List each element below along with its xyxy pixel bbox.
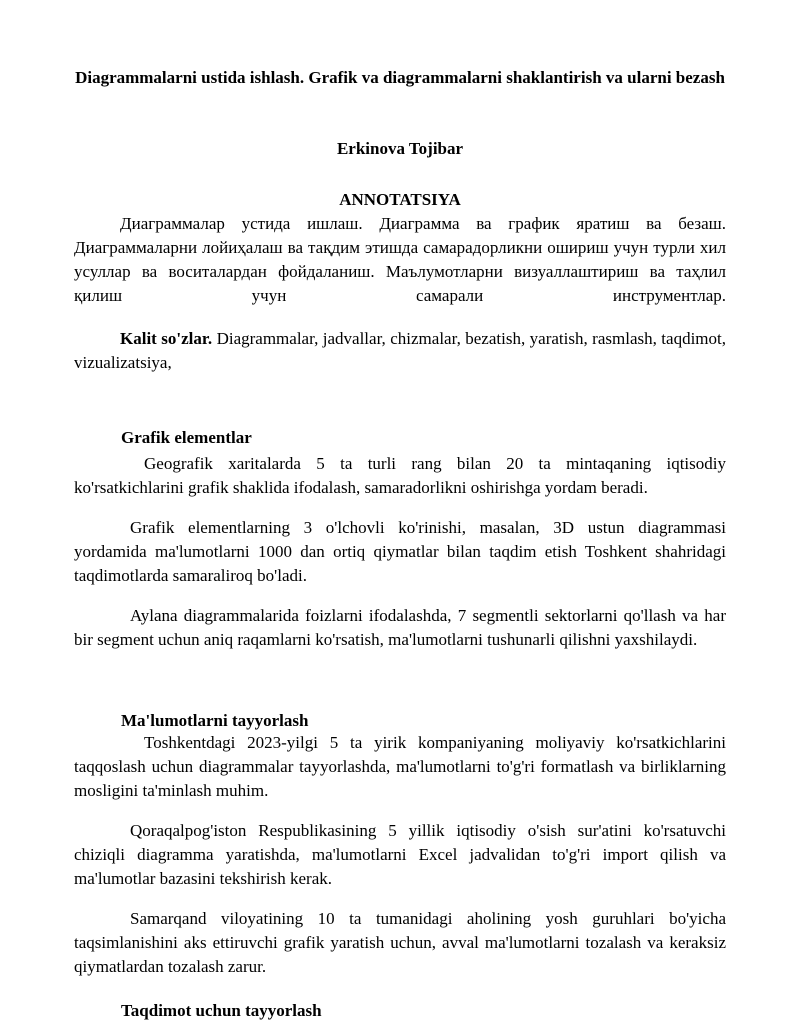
- paragraph-malumot-1: Toshkentdagi 2023-yilgi 5 ta yirik kompaniyaning moliyaviy ko'rsatkichlarini taqqoslash uchun diagrammalar tayyorlashda, ma'lumotlarni to'g'ri formatlash va birliklarning mosligini ta'minlash muhim.: [74, 733, 726, 800]
- paragraph-malumot-3: Samarqand viloyatining 10 ta tumanidagi aholining yosh guruhlari bo'yicha taqsimlanishini aks ettiruvchi grafik yaratish uchun, avval ma'lumotlarni tozalash va keraksiz qiymatlardan tozalash zarur.: [74, 909, 726, 976]
- section-heading-malumot: Ma'lumotlarni tayyorlash: [121, 711, 309, 730]
- paragraph-malumot-2: Qoraqalpog'iston Respublikasining 5 yillik iqtisodiy o'sish sur'atini ko'rsatuvchi chiziqli diagramma yaratishda, ma'lumotlarni Excel jadvalidan to'g'ri import qilish va ma'lumotlar bazasini tekshirish kerak.: [74, 821, 726, 888]
- paragraph-grafik-2: Grafik elementlarning 3 o'lchovli ko'rinishi, masalan, 3D ustun diagrammasi yordamida ma'lumotlarni 1000 dan ortiq qiymatlar bilan taqdim etish Toshkent shahridagi taqdimotlarda samaraliroq bo'ladi.: [74, 518, 726, 585]
- annotation-heading: ANNOTATSIYA: [339, 190, 461, 209]
- keywords-paragraph: [74, 327, 726, 375]
- author-name: Erkinova Tojibar: [336, 139, 464, 158]
- keywords-label: Kalit so'zlar.: [120, 329, 213, 348]
- paragraph-grafik-3: Aylana diagrammalarida foizlarni ifodalashda, 7 segmentli sektorlarni qo'llash va har bir segment uchun aniq raqamlarni ko'rsatish, ma'lumotlarni tushunarli qilishni yaxshilaydi.: [74, 606, 726, 649]
- document-title: Diagrammalarni ustida ishlash. Grafik va diagrammalarni shaklantirish va ularni bezash: [75, 68, 725, 87]
- paragraph-grafik-1: Geografik xaritalarda 5 ta turli rang bilan 20 ta mintaqaning iqtisodiy ko'rsatkichlarini grafik shaklida ifodalash, samaradorlikni oshirishga yordam beradi.: [74, 454, 726, 497]
- section-heading-taqdimot: Taqdimot uchun tayyorlash: [121, 1001, 322, 1020]
- keywords-text: Diagrammalar, jadvallar, chizmalar, bezatish, yaratish, rasmlash, taqdimot, vizualizatsiya,: [74, 329, 726, 372]
- section-heading-grafik: Grafik elementlar: [121, 428, 252, 447]
- annotation-paragraph: Диаграммалар устида ишлаш. Диаграмма ва график яратиш ва безаш. Диаграммаларни лойиҳалаш ва тақдим этишда самарадорликни ошириш учун турли хил усуллар ва воситалардан фойдаланиш. Маълумотларни визуаллаштириш ва таҳлил қилиш учун самарали инструментлар.: [74, 214, 726, 305]
